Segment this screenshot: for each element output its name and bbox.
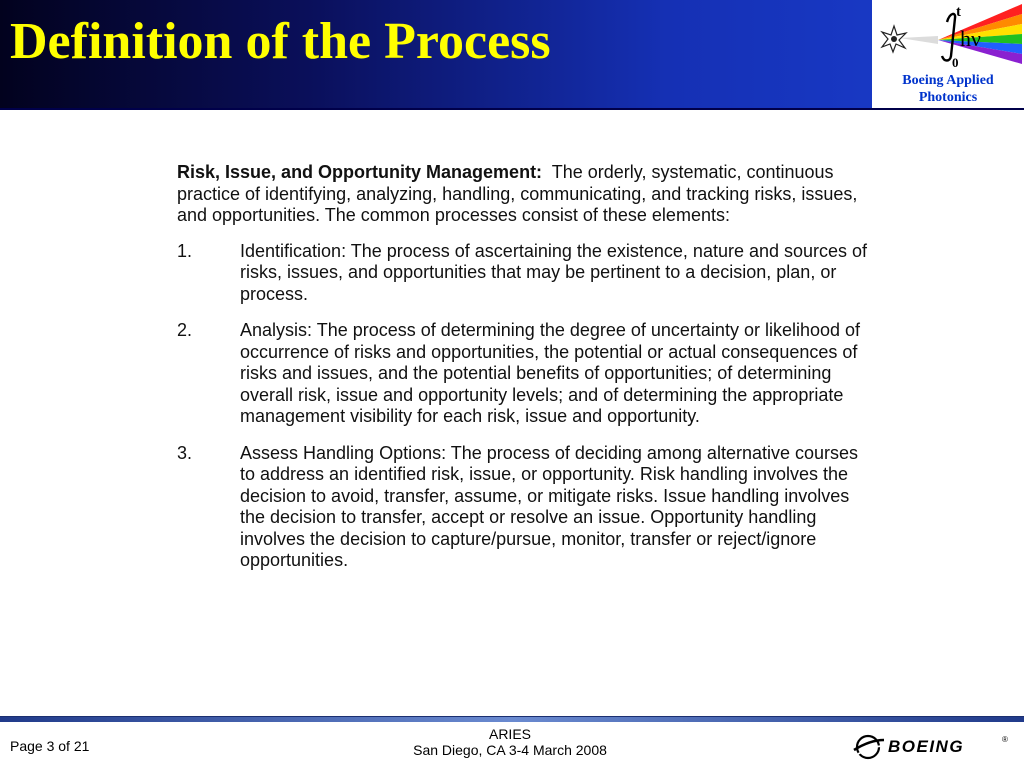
event-name: ARIES	[488, 726, 531, 742]
intro-text: The orderly, systematic, continuous practice of identifying, analyzing, handling, communicating, and tracking risks, issues, and opportunities. The common processes consist of these elements:	[177, 162, 858, 225]
list-item-identification	[177, 241, 877, 306]
boeing-wordmark: BOEING	[888, 737, 965, 756]
event-location-date: San Diego, CA 3-4 March 2008	[413, 742, 607, 758]
item-text: Assess Handling Options: The process of deciding among alternative courses to address an identified risk, issue, or opportunity. Risk handling involves the decision to avoid, transfer, assume, or mitigate risks. Issue handling involves the decision to transfer, accept or resolve an issue. Opportunity handling involves the decision to capture/pursue, monitor, transfer or reject/ignore opportunities.	[240, 442, 859, 570]
photonics-logo	[872, 0, 1024, 108]
slide-header	[0, 0, 1024, 110]
item-number: 2.	[177, 320, 193, 340]
logo-caption	[872, 72, 1024, 106]
item-text: Identification: The process of ascertaining the existence, nature and sources of risks, issues, and opportunities that may be pertinent to a decision, plan, or process.	[240, 240, 868, 304]
event-info	[330, 726, 690, 758]
lower-limit: 0	[952, 55, 959, 70]
boeing-symbol-icon	[854, 736, 884, 758]
page-title: Definition of the Process	[10, 13, 551, 70]
list-item-assess-handling	[177, 443, 877, 572]
item-text: Analysis: The process of determining the degree of uncertainty or likelihood of occurrence of risks and opportunities, the potential or actual consequences of risks and issues, and the potential benefits of opportunities; of determining overall risk, issue and opportunity levels; and of determining the appropriate management visibility for each risk, issue and opportunity.	[240, 320, 861, 426]
registered-mark: ®	[1002, 735, 1008, 744]
logo-caption-line1: Boeing Applied	[902, 73, 994, 88]
upper-limit: t	[956, 4, 961, 20]
intro-heading: Risk, Issue, and Opportunity Management:	[177, 162, 543, 182]
hv-expression: hν	[960, 26, 981, 51]
footer-divider	[0, 716, 1024, 722]
list-item-analysis	[177, 320, 877, 428]
logo-caption-line2: Photonics	[918, 90, 978, 105]
page-number: Page 3 of 21	[10, 738, 90, 754]
item-number: 3.	[177, 442, 193, 463]
rainbow-integral-icon	[872, 0, 1024, 72]
item-number: 1.	[177, 240, 193, 261]
definition-block	[177, 162, 877, 587]
boeing-logo	[850, 730, 1020, 760]
intro-paragraph	[177, 162, 877, 227]
